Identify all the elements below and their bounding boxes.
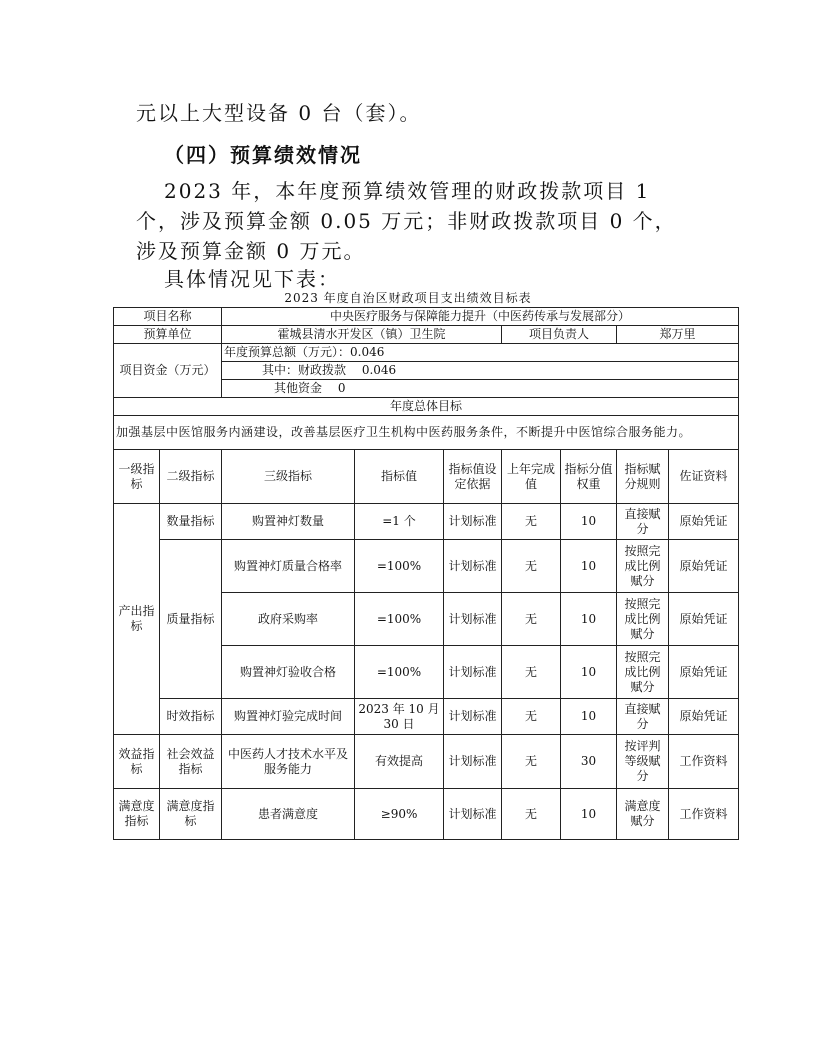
- level1-cell: 满意度指标: [114, 789, 160, 840]
- evidence-cell: 原始凭证: [669, 646, 739, 699]
- table-row: [114, 699, 739, 735]
- manager-name: 郑万里: [617, 326, 739, 344]
- goal-label-row: [114, 398, 739, 416]
- rule-cell: 直接赋分: [617, 504, 669, 540]
- project-name: 中央医疗服务与保障能力提升（中医药传承与发展部分）: [222, 308, 739, 326]
- level1-cell: 产出指标: [114, 504, 160, 735]
- funds-fiscal: 其中：财政拨款 0.046: [222, 362, 739, 380]
- basis-cell: 计划标准: [444, 540, 502, 593]
- table-row: [114, 735, 739, 789]
- funds-row: [114, 344, 739, 362]
- prev-cell: 无: [502, 789, 561, 840]
- project-name-label: 项目名称: [114, 308, 222, 326]
- goal-label: 年度总体目标: [114, 398, 739, 416]
- rule-cell: 按评判等级赋分: [617, 735, 669, 789]
- value-cell: =1 个: [355, 504, 444, 540]
- value-cell: ≥90%: [355, 789, 444, 840]
- evidence-cell: 原始凭证: [669, 540, 739, 593]
- table-row: [114, 540, 739, 593]
- prev-cell: 无: [502, 646, 561, 699]
- basis-cell: 计划标准: [444, 699, 502, 735]
- basis-cell: 计划标准: [444, 789, 502, 840]
- header-cell: 指标赋分规则: [617, 450, 669, 504]
- evidence-cell: 原始凭证: [669, 593, 739, 646]
- level3-cell: 购置神灯数量: [222, 504, 355, 540]
- funds-label: 项目资金（万元）: [114, 344, 222, 398]
- level2-cell: 时效指标: [160, 699, 222, 735]
- weight-cell: 10: [561, 504, 617, 540]
- rule-cell: 按照完成比例赋分: [617, 540, 669, 593]
- basis-cell: 计划标准: [444, 735, 502, 789]
- value-cell: 有效提高: [355, 735, 444, 789]
- level1-cell: 效益指标: [114, 735, 160, 789]
- header-cell: 二级指标: [160, 450, 222, 504]
- budget-unit-row: [114, 326, 739, 344]
- level3-cell: 购置神灯质量合格率: [222, 540, 355, 593]
- level3-cell: 患者满意度: [222, 789, 355, 840]
- basis-cell: 计划标准: [444, 593, 502, 646]
- value-cell: 2023 年 10 月 30 日: [355, 699, 444, 735]
- basis-cell: 计划标准: [444, 646, 502, 699]
- evidence-cell: 原始凭证: [669, 504, 739, 540]
- goal-text: 加强基层中医馆服务内涵建设，改善基层医疗卫生机构中医药服务条件，不断提升中医馆综合服务能力。: [114, 416, 739, 450]
- rule-cell: 满意度赋分: [617, 789, 669, 840]
- paragraph-line-4: 涉及预算金额 0 万元。: [136, 239, 366, 263]
- rule-cell: 按照完成比例赋分: [617, 646, 669, 699]
- weight-cell: 10: [561, 593, 617, 646]
- weight-cell: 10: [561, 789, 617, 840]
- level2-cell: 数量指标: [160, 504, 222, 540]
- value-cell: =100%: [355, 540, 444, 593]
- funds-total: 年度预算总额（万元）：0.046: [222, 344, 739, 362]
- weight-cell: 10: [561, 699, 617, 735]
- header-cell: 指标分值权重: [561, 450, 617, 504]
- paragraph-line-5: 具体情况见下表：: [164, 267, 340, 291]
- budget-unit-label: 预算单位: [114, 326, 222, 344]
- level3-cell: 购置神灯验收合格: [222, 646, 355, 699]
- manager-label: 项目负责人: [502, 326, 617, 344]
- table-title: 2023 年度自治区财政项目支出绩效目标表: [284, 291, 532, 305]
- value-cell: =100%: [355, 593, 444, 646]
- weight-cell: 10: [561, 540, 617, 593]
- weight-cell: 10: [561, 646, 617, 699]
- evidence-cell: 工作资料: [669, 789, 739, 840]
- section-heading: （四）预算绩效情况: [164, 143, 362, 167]
- evidence-cell: 原始凭证: [669, 699, 739, 735]
- header-row: [114, 450, 739, 504]
- level2-cell: 满意度指标: [160, 789, 222, 840]
- rule-cell: 按照完成比例赋分: [617, 593, 669, 646]
- level2-cell: 社会效益指标: [160, 735, 222, 789]
- header-cell: 一级指标: [114, 450, 160, 504]
- level3-cell: 中医药人才技术水平及服务能力: [222, 735, 355, 789]
- prev-cell: 无: [502, 735, 561, 789]
- evidence-cell: 工作资料: [669, 735, 739, 789]
- rule-cell: 直接赋分: [617, 699, 669, 735]
- basis-cell: 计划标准: [444, 504, 502, 540]
- performance-table: [113, 307, 739, 840]
- paragraph-line-3: 个，涉及预算金额 0.05 万元；非财政拨款项目 0 个，: [136, 209, 677, 233]
- header-cell: 佐证资料: [669, 450, 739, 504]
- level3-cell: 政府采购率: [222, 593, 355, 646]
- header-cell: 上年完成值: [502, 450, 561, 504]
- prev-cell: 无: [502, 540, 561, 593]
- header-cell: 指标值设定依据: [444, 450, 502, 504]
- paragraph-line-1: 元以上大型设备 0 台（套）。: [136, 101, 422, 125]
- table-row: [114, 504, 739, 540]
- prev-cell: 无: [502, 504, 561, 540]
- value-cell: =100%: [355, 646, 444, 699]
- header-cell: 三级指标: [222, 450, 355, 504]
- goal-text-row: [114, 416, 739, 450]
- project-name-row: [114, 308, 739, 326]
- level3-cell: 购置神灯验完成时间: [222, 699, 355, 735]
- funds-other: 其他资金 0: [222, 380, 739, 398]
- prev-cell: 无: [502, 593, 561, 646]
- level2-cell: 质量指标: [160, 540, 222, 699]
- budget-unit: 霍城县清水开发区（镇）卫生院: [222, 326, 502, 344]
- table-row: [114, 789, 739, 840]
- paragraph-line-2: 2023 年，本年度预算绩效管理的财政拨款项目 1: [164, 179, 651, 203]
- weight-cell: 30: [561, 735, 617, 789]
- header-cell: 指标值: [355, 450, 444, 504]
- prev-cell: 无: [502, 699, 561, 735]
